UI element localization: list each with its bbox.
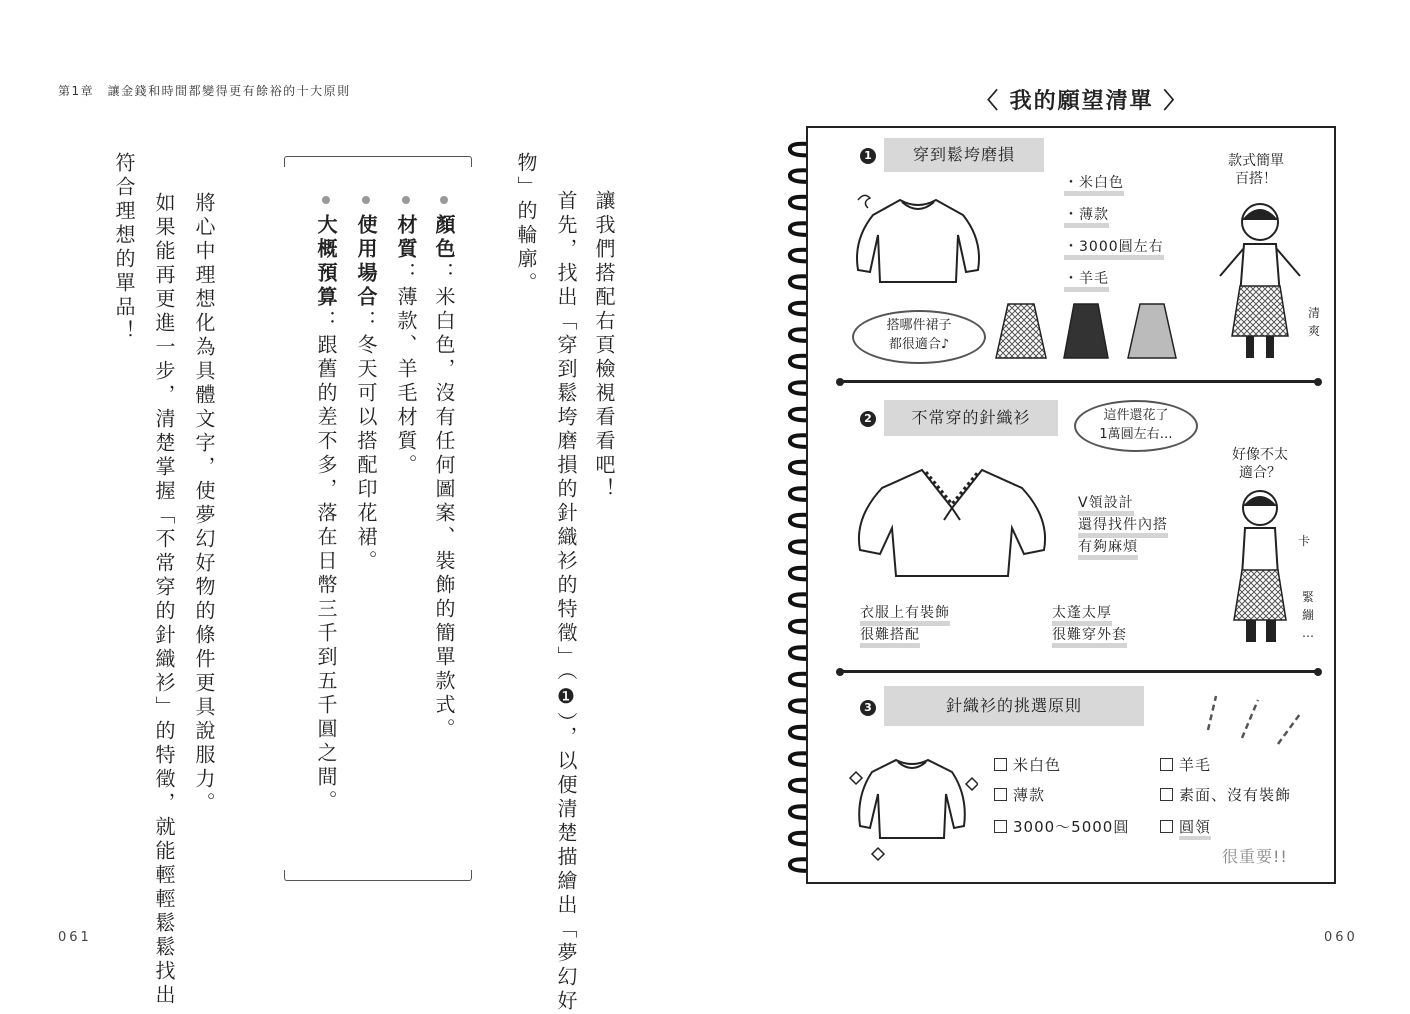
sweater-illustration: [848, 180, 988, 290]
outro-line-2: 如果能再更進一步，清楚掌握「不常穿的針織衫」的特徵，就能輕輕鬆鬆找出: [152, 192, 176, 1008]
item-color: [424, 196, 464, 742]
s2-side-note-tight: 緊 繃 …: [1302, 590, 1315, 640]
section2-number: 2: [860, 411, 876, 427]
checkbox-icon: [994, 758, 1007, 771]
skirts-illustration: [994, 296, 1184, 366]
item-color-text: ：米白色，沒有任何圖案、裝飾的簡單款式。: [432, 262, 456, 742]
item-material: [386, 196, 426, 478]
item-color-label: 顏色: [432, 214, 456, 262]
separator-1: [838, 380, 1318, 383]
happy-person-illustration: [1208, 196, 1318, 366]
intro-line-3: 物」的輪廓。: [514, 152, 538, 296]
section3-heading: 針織衫的挑選原則: [884, 686, 1144, 726]
s2-note-vneck: V領設計 還得找件內搭 有夠麻煩: [1078, 494, 1168, 556]
item-occasion: [346, 196, 386, 574]
check-wool[interactable]: 羊毛: [1160, 754, 1211, 775]
page-number-right: 060: [1324, 930, 1358, 945]
checkbox-icon: [1160, 820, 1173, 833]
bullet-icon: [362, 196, 370, 204]
item-material-label: 材質: [394, 214, 418, 262]
important-note: 很重要!!: [1222, 847, 1288, 866]
checkbox-icon: [1160, 758, 1173, 771]
wishlist-title: 〈 我的願望清單 〉: [976, 89, 1188, 114]
s1-item-thin: ・薄款: [1064, 204, 1109, 224]
check-crewneck[interactable]: 圓領: [1160, 816, 1211, 837]
check-plain[interactable]: 素面、沒有裝飾: [1160, 784, 1291, 805]
s2-speech-bubble: 這件還花了 1萬圓左右…: [1074, 400, 1198, 452]
s2-note-decoration: 衣服上有裝飾 很難搭配: [860, 604, 950, 644]
separator-dot: [836, 668, 844, 676]
intro-line-1: 讓我們搭配右頁檢視看看吧！: [592, 190, 616, 502]
s1-item-price: ・3000圓左右: [1064, 236, 1164, 256]
item-budget-label: 大概預算: [314, 214, 338, 310]
item-budget: [306, 196, 346, 814]
s1-item-wool: ・羊毛: [1064, 268, 1109, 288]
separator-dot: [1314, 668, 1322, 676]
outro-line-1: 將心中理想化為具體文字，使夢幻好物的條件更具說服力。: [192, 192, 216, 816]
s2-side-note-stuck: 卡: [1298, 534, 1311, 548]
section1-heading: 穿到鬆垮磨損: [884, 138, 1044, 172]
checkbox-icon: [994, 788, 1007, 801]
separator-2: [838, 670, 1318, 673]
item-material-text: ：薄款、羊毛材質。: [394, 262, 418, 478]
emphasis-lines-icon: [1198, 690, 1308, 750]
check-price[interactable]: 3000～5000圓: [994, 816, 1129, 837]
bullet-icon: [402, 196, 410, 204]
section3-number: 3: [860, 700, 876, 716]
bullet-icon: [440, 196, 448, 204]
s2-person-quote: 好像不太 適合？: [1232, 447, 1288, 481]
intro-line-2: 首先，找出「穿到鬆垮磨損的針織衫的特徵」（❶），以便清楚描繪出「夢幻好: [554, 190, 578, 1014]
notebook-card: [806, 126, 1336, 884]
section2-heading: 不常穿的針織衫: [884, 400, 1058, 436]
checkbox-icon: [994, 820, 1007, 833]
check-thin[interactable]: 薄款: [994, 784, 1045, 805]
page-number-left: 061: [58, 930, 92, 945]
separator-dot: [836, 378, 844, 386]
s1-item-color: ・米白色: [1064, 172, 1124, 192]
item-budget-text: ：跟舊的差不多，落在日幣三千到五千圓之間。: [314, 310, 338, 814]
checkbox-icon: [1160, 788, 1173, 801]
item-occasion-text: ：冬天可以搭配印花裙。: [354, 310, 378, 574]
s1-side-note: 清 爽: [1308, 306, 1321, 338]
s2-note-thick: 太蓬太厚 很難穿外套: [1052, 604, 1127, 644]
s1-person-quote: 款式簡單 百搭！: [1228, 153, 1284, 187]
s1-speech-bubble: 搭哪件裙子 都很適合♪: [852, 310, 986, 364]
v-neck-sweater-illustration: [852, 458, 1052, 588]
list-bracket-top: [284, 156, 472, 167]
chapter-header: 第1章 讓金錢和時間都變得更有餘裕的十大原則: [58, 84, 351, 98]
separator-dot: [1314, 378, 1322, 386]
item-occasion-label: 使用場合: [354, 214, 378, 310]
outro-line-3: 符合理想的單品！: [112, 152, 136, 344]
plain-sweater-illustration: [848, 744, 978, 864]
list-bracket-bottom: [284, 870, 472, 881]
bullet-icon: [322, 196, 330, 204]
check-offwhite[interactable]: 米白色: [994, 754, 1061, 775]
section1-number: 1: [860, 148, 876, 164]
